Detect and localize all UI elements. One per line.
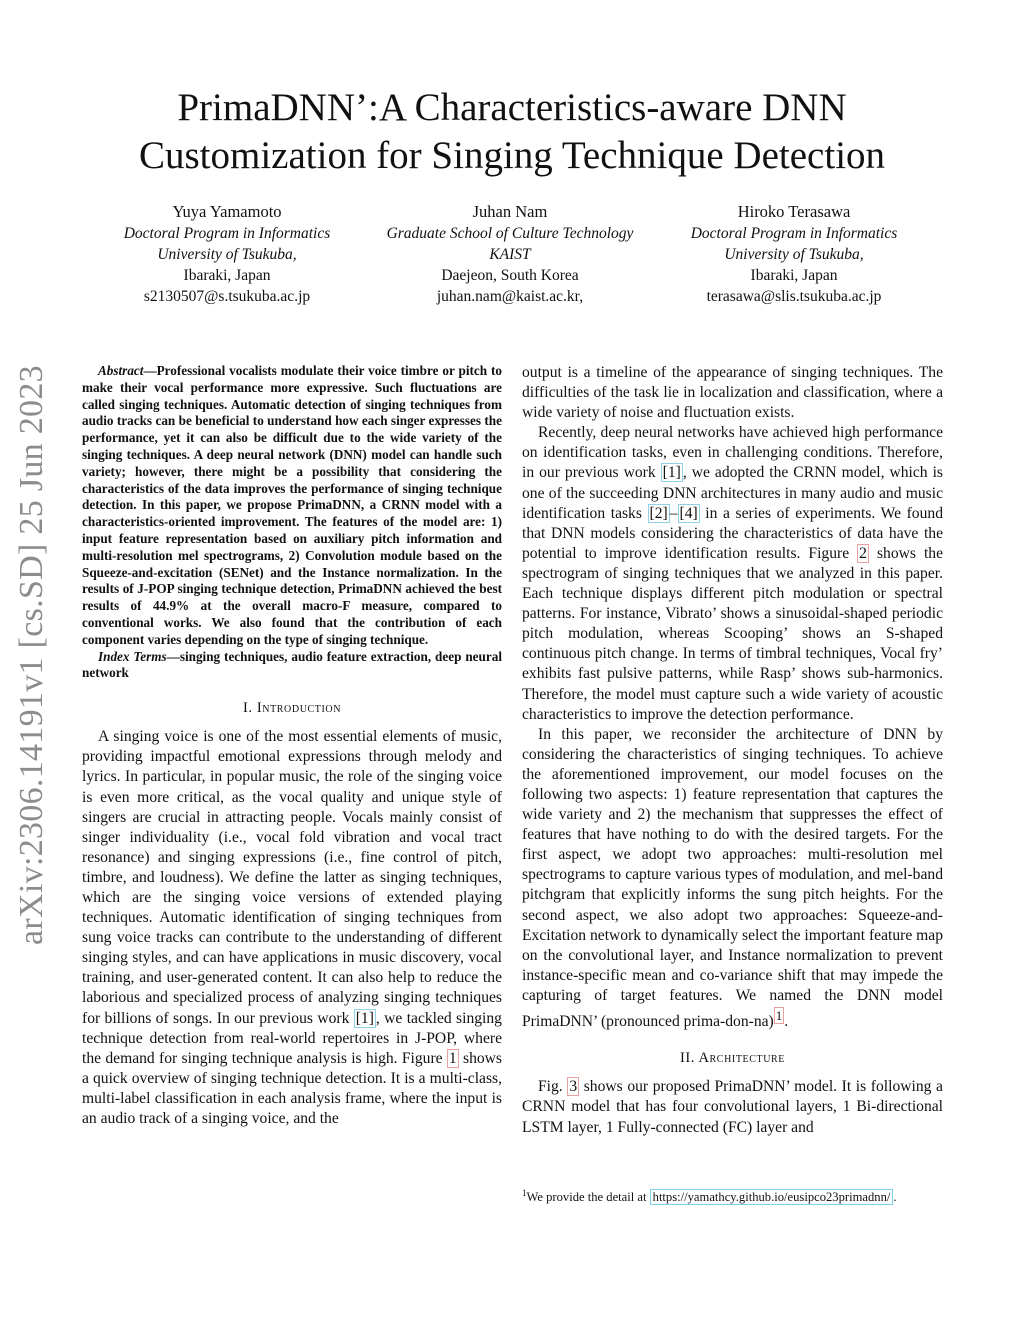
- figure-link[interactable]: 2: [859, 544, 867, 562]
- footnote-end: .: [893, 1190, 897, 1205]
- left-column: [82, 363, 502, 1129]
- title-line-2: Customization for Singing Technique Detection: [138, 134, 886, 177]
- section-heading-architecture: II. Architecture: [679, 1050, 786, 1067]
- intro-paragraph: [82, 727, 502, 1129]
- title-line-1: PrimaDNN’:A Characteristics-aware DNN: [177, 86, 847, 129]
- paragraph-text: , we adopted the CRNN model, which is one of the succeeding DNN architectures in many audio and music identification tasks: [522, 464, 944, 522]
- citation-link[interactable]: [4]: [679, 504, 698, 522]
- author-block-3: [665, 201, 923, 307]
- footnote-link[interactable]: 1: [775, 1008, 783, 1023]
- footnote: [522, 1185, 943, 1205]
- architecture-paragraph: [522, 1077, 943, 1137]
- author-name: Yuya Yamamoto: [172, 202, 282, 221]
- intro-continued: output is a timeline of the appearance of singing techniques. The difficulties of the task lie in localization and classification, where a wide variety of noise and fluctuation exists.: [522, 364, 943, 422]
- figure-link[interactable]: 3: [569, 1078, 578, 1096]
- paragraph-text: shows the spectrogram of singing techniques that we analyzed in this paper. Each technique displays different pitch modulation or spectral patterns. For instance, Vibrato’ shows a sinusoidal-shaped periodic pitch modulation, whereas Scooping’ shows an S-shaped continuous pitch change. In terms of timbral techniques, Vocal fry’ exhibits fast pulsive patterns, while Rasp’ shows sub-harmonics. Therefore, the model must capture such a wide variety of acoustic characteristics to improve the detection performance.: [522, 544, 944, 723]
- author-location: Ibaraki, Japan: [183, 267, 271, 284]
- index-terms-lead: Index Terms: [98, 648, 167, 664]
- paper-title: [80, 84, 944, 180]
- abstract: [82, 363, 502, 649]
- paragraph-text: shows our proposed PrimaDNN’ model. It is following a CRNN model that has four convolutional layers, 1 Bi-directional LSTM layer, 1 Fully-connected (FC) layer and: [522, 1078, 943, 1136]
- author-email: juhan.nam@kaist.ac.kr,: [436, 288, 584, 305]
- arxiv-stamp: [12, 360, 52, 950]
- footnote-url-link[interactable]: https://yamathcy.github.io/eusipco23primadnn/: [650, 1189, 894, 1205]
- index-terms-text: —singing techniques, audio feature extraction, deep neural network: [82, 648, 502, 681]
- paragraph-text: In this paper, we reconsider the architecture of DNN by considering the characteristics of singing techniques. To achieve the aforementioned improvement, our model focuses on the following two aspects: 1) feature representation that captures the wide variety and 2) the mechanism that suppresses the effect of features that have nothing to do with the desired targets. For the first aspect, we adopt two approaches: multi-resolution mel spectrograms to capture various types of modulation, and mel-band pitchgram that explicitly informs the sung pitch heights. For the second aspect, we also adopt two approaches: Squeeze-and-Excitation network to dynamically select the important feature map on the convolutional layer, and Instance normalization to prevent instance-specific mean and co-variance shift that may impede the capturing of target features. We named the DNN model PrimaDNN’ (pronounced prima-don-na): [522, 725, 943, 1031]
- footnote-mark: 1: [522, 1188, 527, 1198]
- author-institution: University of Tsukuba,: [157, 246, 297, 263]
- abstract-lead: Abstract: [98, 363, 144, 378]
- author-location: Daejeon, South Korea: [441, 267, 579, 284]
- intro-text: shows a quick overview of singing technique detection. It is a multi-class, multi-label classification in each analysis frame, where the input is an audio track of a singing voice, and the: [82, 1049, 502, 1128]
- section-heading-introduction: I. Introduction: [242, 700, 342, 717]
- citation-link[interactable]: [1]: [662, 464, 681, 482]
- author-affiliation: Doctoral Program in Informatics: [123, 225, 331, 242]
- author-email: terasawa@slis.tsukuba.ac.jp: [706, 288, 882, 305]
- motivation-paragraph: [522, 423, 943, 724]
- index-terms: [82, 649, 502, 683]
- author-affiliation: Doctoral Program in Informatics: [690, 225, 898, 242]
- citation-link[interactable]: [1]: [355, 1009, 374, 1027]
- author-location: Ibaraki, Japan: [750, 267, 838, 284]
- paragraph-text: in a series of experiments. We found that DNN models considering the characteristics of data have the potential to improve identification results. Figure: [522, 504, 943, 562]
- author-name: Juhan Nam: [472, 202, 548, 221]
- approach-paragraph: [522, 725, 943, 1033]
- arxiv-id: arXiv:2306.14191v1 [cs.SD] 25 Jun 2023: [13, 365, 50, 945]
- author-email: s2130507@s.tsukuba.ac.jp: [143, 288, 311, 305]
- paragraph-text: –: [669, 504, 678, 522]
- author-block-1: [97, 201, 357, 307]
- intro-text: A singing voice is one of the most essential elements of music, providing impactful emotional expressions through melody and lyrics. In particular, in popular music, the role of the singing voice is even more critical, as the vocal quality and unique style of singers are crucial in attracting people. Vocals mainly consist of singer individuality (i.e., vocal fold vibration and vocal tract resonance) and singing expressions (i.e., fine control of pitch, timbre, and loudness). We define the latter as singing techniques, which are the singing voice versions of extended playing techniques. Automatic identification of singing techniques from sung voice tracks can contribute to the understanding of different singing styles, and can have applications in music discovery, vocal training, and user-generated content. It can also help to reduce the laborious and specialized process of analyzing singing techniques for billions of songs. In our previous work: [82, 728, 502, 1027]
- paragraph-text: Fig.: [538, 1078, 568, 1096]
- citation-link[interactable]: [2]: [649, 504, 668, 522]
- figure-link[interactable]: 1: [448, 1049, 457, 1067]
- abstract-text: —Professional vocalists modulate their voice timbre or pitch to make their vocal performance more expressive. Such fluctuations are called singing techniques. Automatic detection of singing techniques from audio tracks can be beneficial to understand how each singer expresses the performance, yet it can also be difficult due to the wide variety of the singing techniques. A deep neural network (DNN) model can handle such variety; however, there might be a possibility that considering the characteristics of the data improves the performance of singing technique detection. In this paper, we propose PrimaDNN, a CRNN model with a characteristics-oriented improvement. The features of the model are: 1) input feature representation based on auxiliary pitch information and multi-resolution mel spectrograms, 2) Convolution module based on the Squeeze-and-excitation (SENet) and the Instance normalization. In the results of J-POP singing technique detection, PrimaDNN achieved the best results of 44.9% at the overall macro-F measure, compared to conventional works. We also found that the contribution of each component varies depending on the type of singing technique.: [82, 363, 502, 647]
- author-name: Hiroko Terasawa: [737, 202, 851, 221]
- paragraph-text: Recently, deep neural networks have achieved high performance on identification tasks, even in challenging conditions. Therefore, in our previous work: [522, 424, 943, 482]
- author-institution: University of Tsukuba,: [724, 246, 864, 263]
- author-block-2: [362, 201, 658, 307]
- author-institution: KAIST: [489, 246, 531, 263]
- intro-text: , we tackled singing technique detection from real-world repertoires in J-POP, where the demand for singing technique analysis is high. Figure: [82, 1009, 502, 1067]
- author-affiliation: Graduate School of Culture Technology: [386, 225, 634, 242]
- footnote-text: We provide the detail at: [526, 1190, 650, 1205]
- paragraph-text: .: [784, 1013, 789, 1031]
- right-column: [522, 363, 943, 1138]
